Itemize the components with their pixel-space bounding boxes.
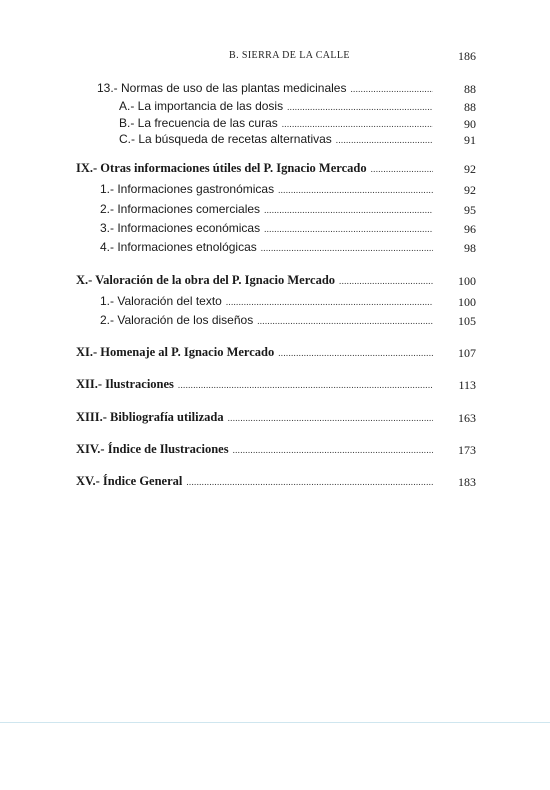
toc-entry-page: 100 [458, 274, 476, 288]
toc-chapter-entry [76, 440, 437, 458]
dot-leader [350, 79, 433, 98]
toc-subentry [100, 200, 437, 218]
toc-entry-title: A.- La importancia de las dosis [119, 99, 284, 113]
dot-leader [336, 130, 433, 149]
dot-leader [339, 271, 433, 290]
dot-leader [186, 472, 433, 491]
toc-entry-title: C.- La búsqueda de recetas alternativas [119, 132, 332, 146]
toc-entry-title: X.- Valoración de la obra del P. Ignacio Mercado [76, 273, 336, 287]
dot-leader [233, 440, 433, 459]
toc-chapter-entry [76, 375, 437, 393]
toc-chapter-entry [76, 271, 437, 289]
toc-subentry [100, 219, 437, 237]
toc-entry-title: 2.- Informaciones comerciales [100, 202, 261, 216]
dot-leader [257, 311, 433, 330]
toc-entry-page: 92 [464, 162, 476, 176]
toc-chapter-entry [76, 159, 437, 177]
toc-entry-page: 91 [464, 133, 476, 147]
page-number: 186 [458, 49, 476, 63]
scan-edge-line [0, 722, 550, 723]
toc-subentry [100, 311, 437, 329]
toc-subentry [119, 97, 437, 115]
toc-entry-title: XII.- Ilustraciones [76, 377, 174, 391]
toc-entry-title: B.- La frecuencia de las curas [119, 116, 278, 130]
dot-leader [278, 343, 433, 362]
toc-entry-page: 100 [458, 295, 476, 309]
toc-entry-page: 163 [458, 411, 476, 425]
toc-subentry [100, 180, 437, 198]
toc-entry-page: 92 [464, 183, 476, 197]
toc-entry-title: 3.- Informaciones económicas [100, 221, 261, 235]
toc-entry-page: 105 [458, 314, 476, 328]
toc-entry-page: 88 [464, 82, 476, 96]
dot-leader [226, 292, 433, 311]
toc-entry-title: 2.- Valoración de los diseños [100, 313, 254, 327]
toc-subentry [100, 292, 437, 310]
dot-leader [228, 408, 433, 427]
dot-leader [178, 375, 433, 394]
dot-leader [371, 159, 433, 178]
toc-entry-title: XIII.- Bibliografía utilizada [76, 410, 224, 424]
toc-entry-title: 1.- Informaciones gastronómicas [100, 182, 275, 196]
dot-leader [264, 219, 433, 238]
toc-subentry [100, 238, 437, 256]
toc-entry-title: XI.- Homenaje al P. Ignacio Mercado [76, 345, 275, 359]
toc-entry-page: 96 [464, 222, 476, 236]
toc-entry-page: 107 [458, 346, 476, 360]
toc-entry-page: 98 [464, 241, 476, 255]
running-head: B. SIERRA DE LA CALLE [229, 50, 350, 61]
toc-entry-title: XIV.- Índice de Ilustraciones [76, 442, 229, 456]
toc-entry-page: 90 [464, 117, 476, 131]
toc-entry-page: 183 [458, 475, 476, 489]
toc-subentry [119, 130, 437, 148]
toc-entry-title: 4.- Informaciones etnológicas [100, 240, 257, 254]
toc-entry-title: 1.- Valoración del texto [100, 294, 222, 308]
toc-entry-page: 173 [458, 443, 476, 457]
toc-entry-page: 88 [464, 100, 476, 114]
dot-leader [264, 200, 433, 219]
toc-entry-title: 13.- Normas de uso de las plantas medicinales [97, 81, 347, 95]
toc-chapter-entry [76, 408, 437, 426]
toc-chapter-entry [76, 472, 437, 490]
toc-entry-title: XV.- Índice General [76, 474, 183, 488]
toc-entry-title: IX.- Otras informaciones útiles del P. Ignacio Mercado [76, 161, 367, 175]
toc-entry-page: 95 [464, 203, 476, 217]
toc-entry-page: 113 [458, 378, 476, 392]
toc-subentry [97, 79, 437, 97]
dot-leader [278, 180, 433, 199]
dot-leader [261, 238, 433, 257]
toc-chapter-entry [76, 343, 437, 361]
